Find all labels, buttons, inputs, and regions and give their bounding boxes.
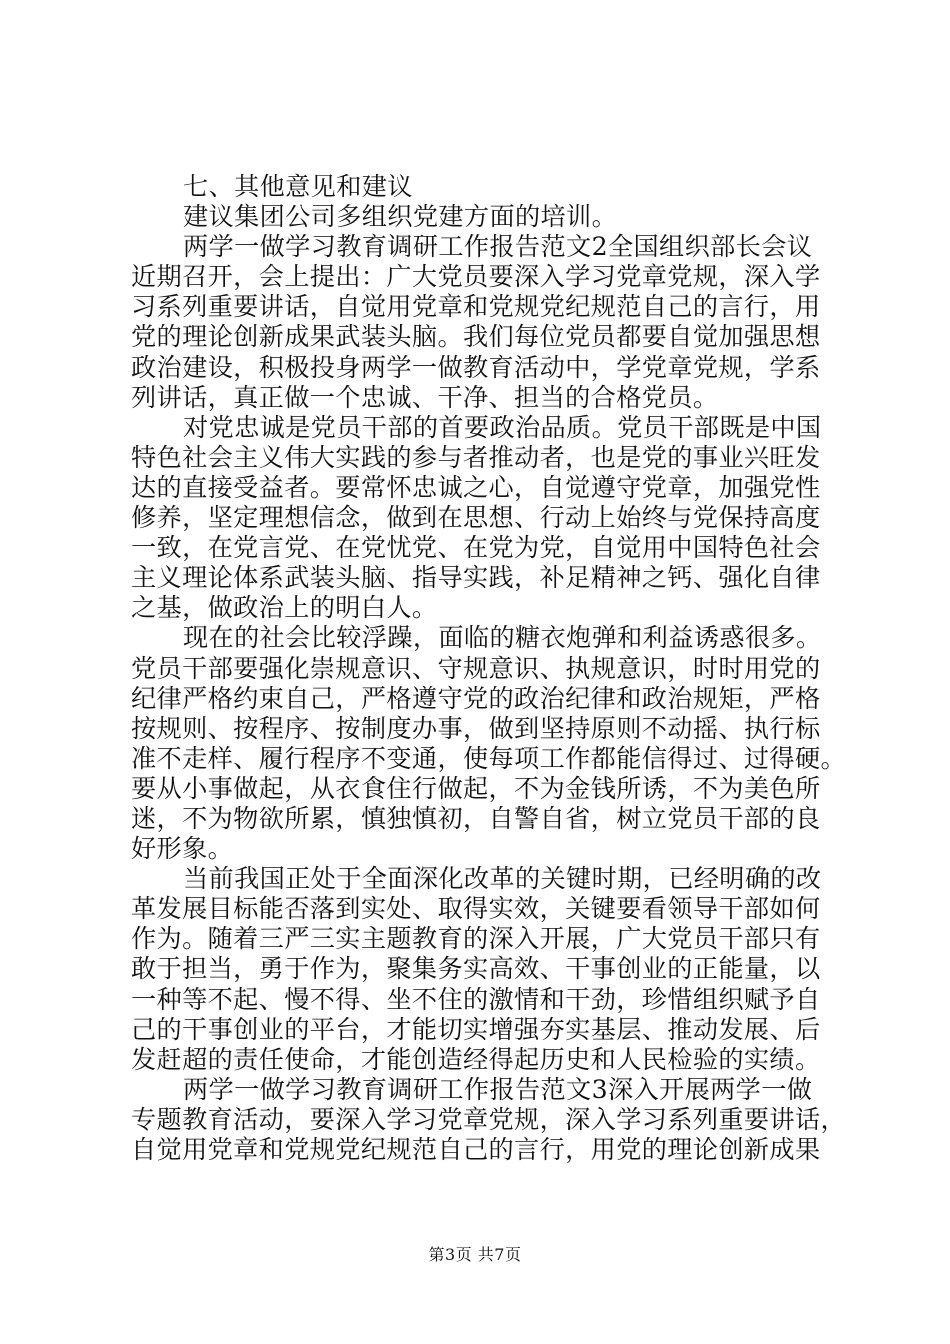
text-line: 敢于担当，勇于作为，聚集务实高效、干事创业的正能量，以	[131, 954, 821, 984]
page-number-footer: 第3页 共7页	[428, 1245, 522, 1264]
text-line: 当前我国正处于全面深化改革的关键时期，已经明确的改	[183, 864, 822, 894]
text-line: 迷，不为物欲所累，慎独慎初，自警自省，树立党员干部的良	[131, 803, 821, 833]
text-line: 己的干事创业的平台，才能切实增强夯实基层、推动发展、后	[131, 1014, 821, 1044]
text-line: 作为。随着三严三实主题教育的深入开展，广大党员干部只有	[131, 924, 821, 954]
text-line: 达的直接受益者。要常怀忠诚之心，自觉遵守党章，加强党性	[131, 472, 821, 502]
text-line: 好形象。	[131, 834, 234, 864]
text-line: 列讲话，真正做一个忠诚、干净、担当的合格党员。	[131, 382, 719, 412]
text-line: 一种等不起、慢不得、坐不住的激情和干劲，珍惜组织赋予自	[131, 984, 821, 1014]
text-line: 建议集团公司多组织党建方面的培训。	[183, 202, 618, 232]
text-line: 两学一做学习教育调研工作报告范文2全国组织部长会议	[183, 232, 813, 262]
text-line: 对党忠诚是党员干部的首要政治品质。党员干部既是中国	[183, 412, 822, 442]
text-line: 两学一做学习教育调研工作报告范文3深入开展两学一做	[183, 1074, 813, 1104]
text-line: 准不走样、履行程序不变通，使每项工作都能信得过、过得硬。	[131, 743, 847, 773]
text-line: 习系列重要讲话，自觉用党章和党规党纪规范自己的言行，用	[131, 292, 821, 322]
text-line: 要从小事做起，从衣食住行做起，不为金钱所诱，不为美色所	[131, 773, 821, 803]
text-line: 现在的社会比较浮躁，面临的糖衣炮弹和利益诱惑很多。	[183, 623, 822, 653]
text-line: 修养，坚定理想信念，做到在思想、行动上始终与党保持高度	[131, 503, 821, 533]
text-line: 之基，做政治上的明白人。	[131, 593, 438, 623]
text-line: 特色社会主义伟大实践的参与者推动者，也是党的事业兴旺发	[131, 442, 821, 472]
text-line: 专题教育活动，要深入学习党章党规，深入学习系列重要讲话，	[131, 1104, 847, 1134]
text-line: 党员干部要强化崇规意识、守规意识、执规意识，时时用党的	[131, 653, 821, 683]
text-line: 纪律严格约束自己，严格遵守党的政治纪律和政治规矩，严格	[131, 683, 821, 713]
text-line: 自觉用党章和党规党纪规范自己的言行，用党的理论创新成果	[131, 1135, 821, 1164]
text-line: 党的理论创新成果武装头脑。我们每位党员都要自觉加强思想	[131, 322, 821, 352]
text-line: 政治建设，积极投身两学一做教育活动中，学党章党规，学系	[131, 352, 821, 382]
text-line: 主义理论体系武装头脑、指导实践，补足精神之钙、强化自律	[131, 563, 821, 593]
text-line: 近期召开，会上提出：广大党员要深入学习党章党规，深入学	[131, 262, 821, 292]
text-line: 发赶超的责任使命，才能创造经得起历史和人民检验的实绩。	[131, 1044, 821, 1074]
text-line: 七、其他意见和建议	[183, 172, 413, 201]
document-body	[131, 172, 847, 1165]
text-line: 革发展目标能否落到实处、取得实效，关键要看领导干部如何	[131, 894, 821, 924]
text-line: 一致，在党言党、在党忧党、在党为党，自觉用中国特色社会	[131, 533, 821, 563]
text-line: 按规则、按程序、按制度办事，做到坚持原则不动摇、执行标	[131, 713, 821, 743]
